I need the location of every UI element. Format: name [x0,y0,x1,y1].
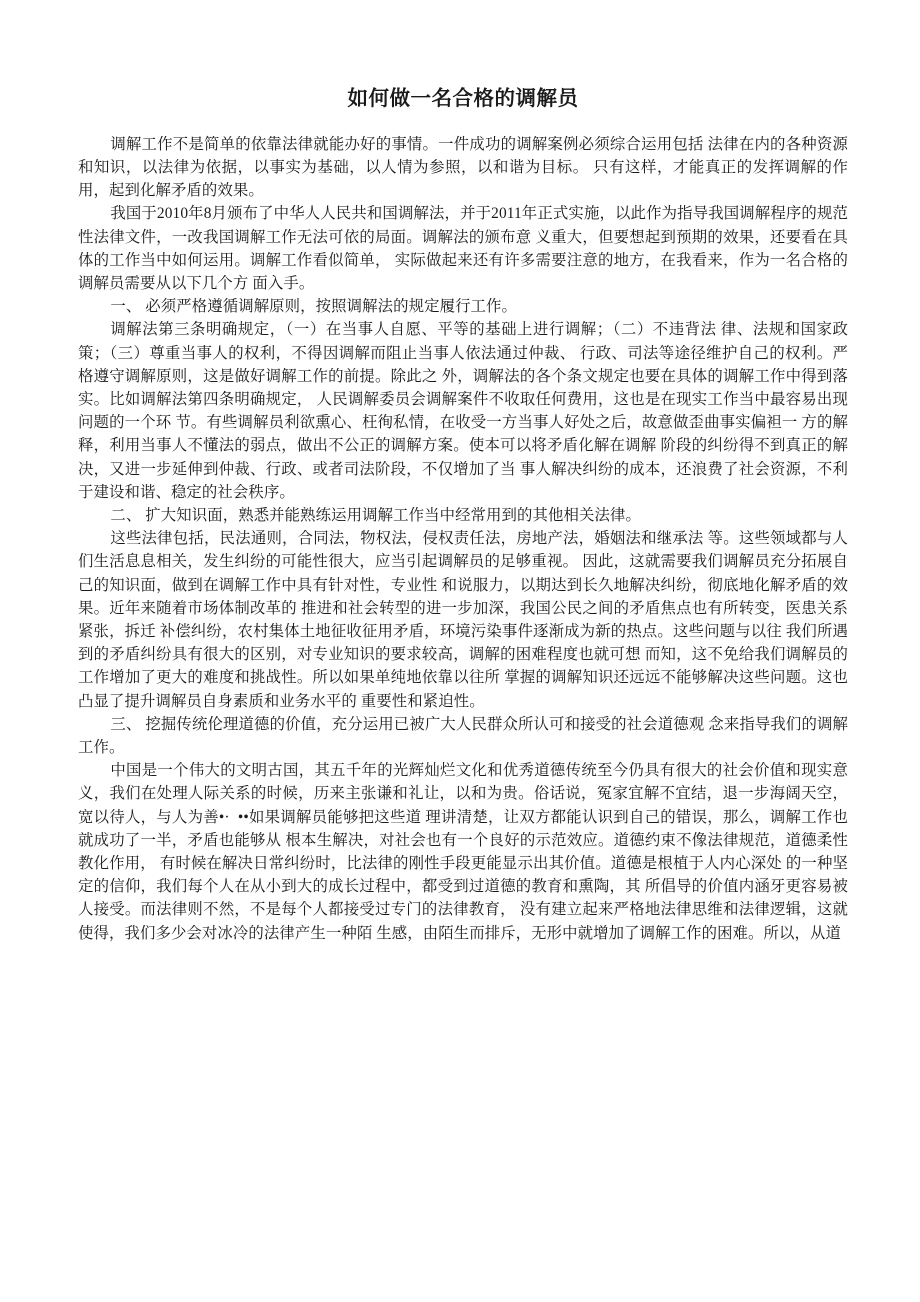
section-body-one: 调解法第三条明确规定，（一）在当事人自愿、平等的基础上进行调解；（二）不违背法 律、法规和国家政策；（三）尊重当事人的权利，不得因调解而阻止当事人依法通过仲裁、 行政、司法等途径维护自己的权利。严格遵守调解原则，这是做好调解工作的前提。除此之 外，调解法的各个条文规定也要在具体的调解工作中得到落实。比如调解法第四条明确规定， 人民调解委员会调解案件不收取任何费用，这也是在现实工作当中最容易出现问题的一个环 节。有些调解员利欲熏心、枉徇私情，在收受一方当事人好处之后，故意做歪曲事实偏袒一 方的解释，利用当事人不懂法的弱点，做出不公正的调解方案。使本可以将矛盾化解在调解 阶段的纠纷得不到真正的解决，又进一步延伸到仲裁、行政、或者司法阶段，不仅增加了当 事人解决纠纷的成本，还浪费了社会资源，不利于建设和谐、稳定的社会秩序。 [78,321,848,501]
section-heading-three: 三、 挖掘传统伦理道德的价值，充分运用已被广大人民群众所认可和接受的社会道德观 念来指导我们的调解工作。 [78,715,848,757]
paragraph-intro: 调解工作不是简单的依靠法律就能办好的事情。一件成功的调解案例必须综合运用包括 法律在内的各种资源和知识，以法律为依据，以事实为基础，以人情为参照，以和谐为目标。 只有这样，才能真正的发挥调解的作用，起到化解矛盾的效果。 [78,135,848,200]
section-body-three: 中国是一个伟大的文明古国，其五千年的光辉灿烂文化和优秀道德传统至今仍具有很大的社会价值和现实意义，我们在处理人际关系的时候，历来主张谦和礼让，以和为贵。俗话说，冤家宜解不宜结，退一步海阔天空，宽以待人，与人为善•· ••如果调解员能够把这些道 理讲清楚，让双方都能认识到自己的错误，那么，调解工作也就成功了一半，矛盾也能够从 根本生解决，对社会也有一个良好的示范效应。道德约束不像法律规范，道德柔性教化作用， 有时候在解决日常纠纷时，比法律的刚性手段更能显示出其价值。道德是根植于人内心深处 的一种坚定的信仰，我们每个人在从小到大的成长过程中，都受到过道德的教育和熏陶，其 所倡导的价值内涵牙更容易被人接受。而法律则不然，不是每个人都接受过专门的法律教育， 没有建立起来严格地法律思维和法律逻辑，这就使得，我们多少会对冰冷的法律产生一种陌 生感，由陌生而排斥，无形中就增加了调解工作的困难。所以，从道 [78,762,848,942]
section-heading-one: 一、 必须严格遵循调解原则，按照调解法的规定履行工作。 [110,298,518,316]
section-heading-two: 二、 扩大知识面，熟悉并能熟练运用调解工作当中经常用到的其他相关法律。 [110,507,641,524]
section-body-two: 这些法律包括，民法通则，合同法，物权法，侵权责任法，房地产法，婚姻法和继承法 等。这些领域都与人们生活息息相关，发生纠纷的可能性很大，应当引起调解员的足够重视。 因此，这就需要我们调解员充分拓展自己的知识面，做到在调解工作中具有针对性，专业性 和说服力，以期达到长久地解决纠纷，彻底地化解矛盾的效果。近年来随着市场体制改革的 推进和社会转型的进一步加深，我国公民之间的矛盾焦点也有所转变，医患关系紧张，拆迁 补偿纠纷，农村集体土地征收征用矛盾，环境污染事件逐渐成为新的热点。这些问题与以往 我们所遇到的矛盾纠纷具有很大的区别，对专业知识的要求较高，调解的困难程度也就可想 而知，这不免给我们调解员的工作增加了更大的难度和挑战性。所以如果单纯地依靠以往所 掌握的调解知识还远远不能够解决这些问题。这也凸显了提升调解员自身素质和业务水平的 重要性和紧迫性。 [78,530,848,710]
paragraph-background: 我国于2010年8月颁布了中华人人民共和国调解法，并于2011年正式实施，以此作为指导我国调解程序的规范性法律文件，一改我国调解工作无法可依的局面。调解法的颁布意 义重大，但要想起到预期的效果，还要看在具体的工作当中如何运用。调解工作看似简单， 实际做起来还有许多需要注意的地方，在我看来，作为一名合格的调解员需要从以下几个方 面入手。 [78,205,848,292]
page-title: 如何做一名合格的调解员 [347,88,579,110]
page-content [78,84,848,945]
